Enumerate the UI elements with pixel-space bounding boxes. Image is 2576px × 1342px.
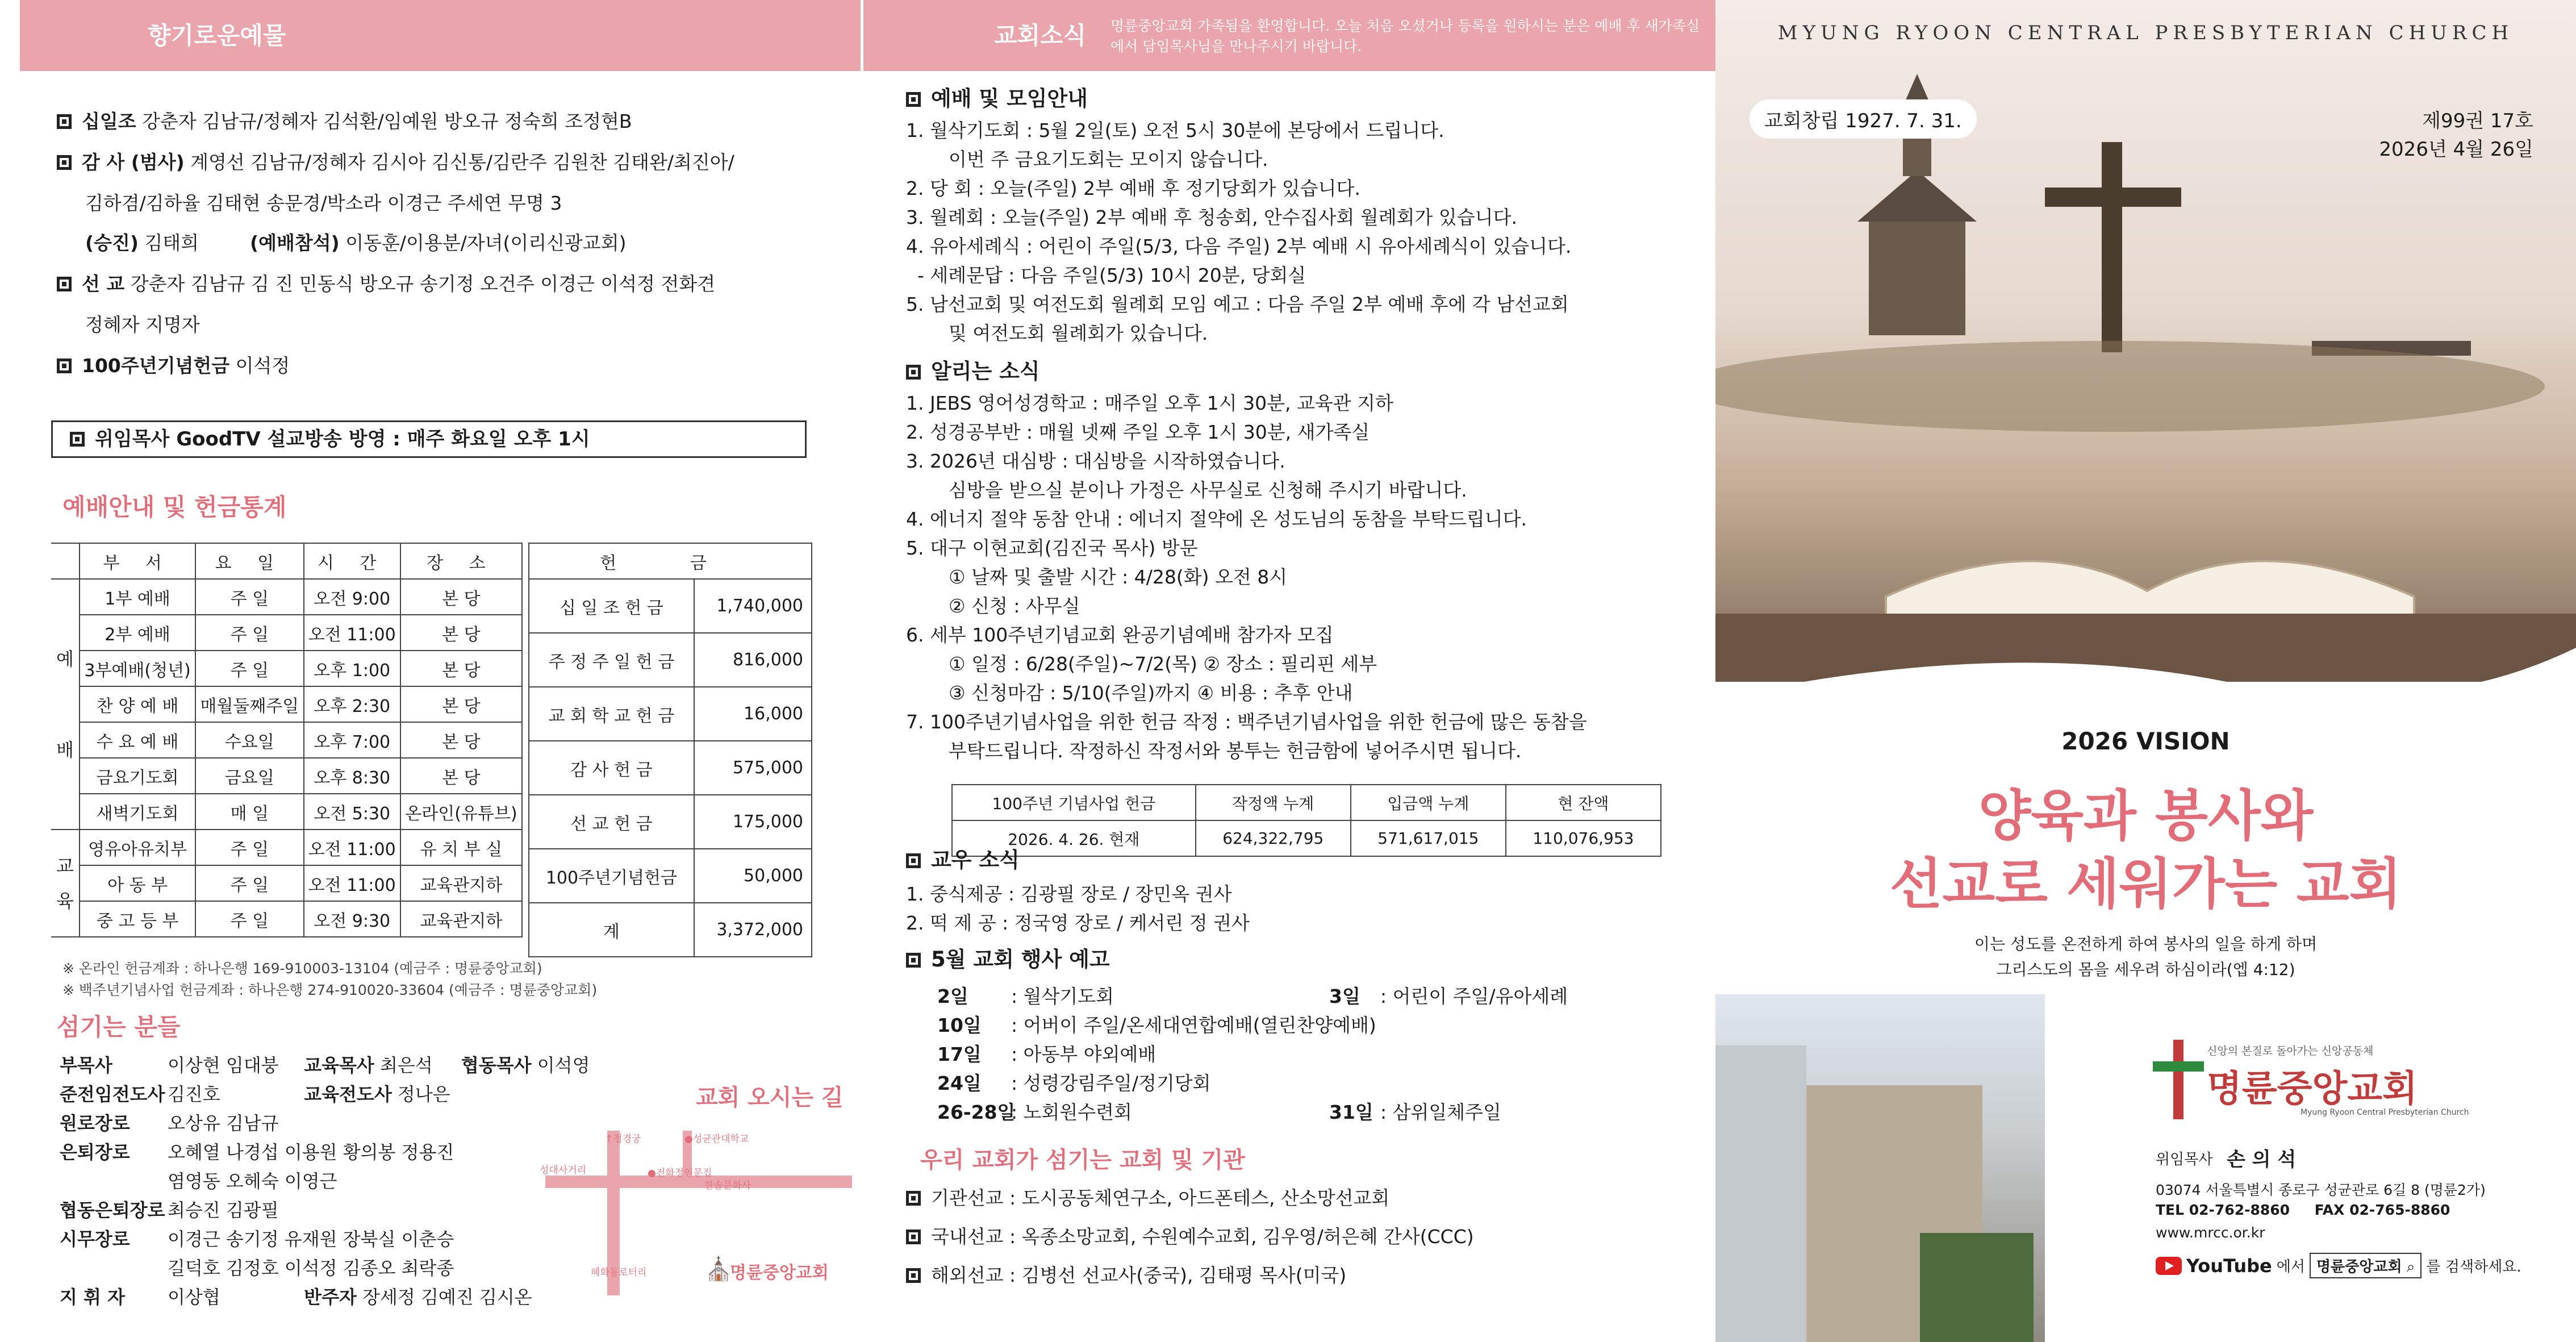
map-label: ●성균관대학교 (684, 1133, 749, 1145)
search-icon: ⌕ (2406, 1258, 2415, 1276)
pastor-name: 손 의 석 (2227, 1148, 2297, 1171)
youtube-play-icon (2156, 1257, 2182, 1275)
fund-th: 작정액 누계 (1196, 785, 1351, 820)
news-item: 3. 2026년 대심방 : 대심방을 시작하였습니다. (906, 450, 1285, 472)
offering-names: 정혜자 지명자 (85, 314, 200, 336)
account-note-1: ※ 온라인 헌금계좌 : 하나은행 169-910003-13104 (예금주 : 명륜중앙교회) (62, 960, 542, 977)
bullet-icon (906, 365, 921, 380)
news-item: ③ 신청마감 : 5/10(주일)까지 ④ 비용 : 추후 안내 (949, 682, 1353, 704)
offering-row (57, 270, 715, 298)
offering-row (85, 311, 200, 339)
cross-logo-icon (2153, 1040, 2204, 1119)
table-row (529, 741, 812, 795)
news-item: 4. 유아세례식 : 어린이 주일(5/3, 다음 주일) 2부 예배 시 유아세례식이 있습니다. (906, 235, 1572, 257)
bullet-icon (906, 1268, 921, 1283)
news-item: 5. 남선교회 및 여전도회 월례회 모임 예고 : 다음 주일 2부 예배 후에 각 남선교회 (906, 293, 1569, 315)
news-item: 부탁드립니다. 작정하신 작정서와 봉투는 헌금함에 넣어주시면 됩니다. (949, 740, 1522, 762)
side-col-head (51, 543, 80, 579)
table-cell: 주 일 (195, 651, 303, 686)
section-title: 예배 및 모임안내 (906, 85, 1088, 112)
table-cell: 오전 11:00 (304, 830, 400, 865)
offering-row (57, 108, 632, 135)
table-cell: 1,740,000 (694, 579, 812, 633)
staff-names: 오상유 김남규 (168, 1112, 279, 1134)
table-cell: 본 당 (400, 651, 522, 686)
table-cell: 2부 예배 (80, 615, 195, 651)
issue-date: 2026년 4월 26일 (2379, 138, 2533, 161)
fund-table (951, 784, 1661, 857)
table-cell: 주 정 주 일 헌 금 (529, 633, 694, 687)
table-row (51, 686, 522, 722)
event-row: 10일 : 어버이 주일/온세대연합예배(열린찬양예배) (937, 1014, 1376, 1036)
bullet-icon (57, 359, 72, 373)
news-header-bar (863, 0, 1715, 71)
map-label: 명륜중앙교회 (730, 1263, 829, 1283)
table-row (51, 794, 522, 830)
verse-line-2: 그리스도의 몸을 세우려 하심이라(엡 4:12) (1996, 960, 2295, 979)
staff-row (60, 1196, 281, 1225)
table-cell: 3부예배(청년) (80, 651, 195, 686)
fund-th: 현 잔액 (1506, 785, 1661, 820)
church-english-name: MYUNG RYOON CENTRAL PRESBYTERIAN CHURCH (1777, 22, 2514, 44)
table-cell: 금요일 (195, 758, 303, 794)
offering-label: 십일조 (82, 110, 136, 132)
table-row (51, 758, 522, 794)
table-cell: 주 일 (195, 865, 303, 901)
staff-row (60, 1109, 281, 1138)
table-cell: 주 일 (195, 615, 303, 651)
goodtv-text: 위임목사 GoodTV 설교방송 방영 : 매주 화요일 오후 1시 (95, 428, 590, 451)
offering-table (528, 543, 812, 957)
logo-english: Myung Ryoon Central Presbyterian Church (2301, 1108, 2469, 1117)
staff-role: 은퇴장로 (60, 1141, 130, 1163)
mission-item: 기관선교 : 도시공동체연구소, 아드폰테스, 산소망선교회 (906, 1185, 1389, 1212)
offering-label: (예배참석) (250, 232, 340, 254)
side-label: 교 육 (51, 830, 80, 937)
table-row (51, 722, 522, 758)
website: www.mrcc.or.kr (2156, 1224, 2265, 1241)
staff-role: 원로장로 (60, 1112, 130, 1134)
news-item: ① 날짜 및 출발 시간 : 4/28(화) 오전 8시 (949, 566, 1288, 588)
table-row (51, 865, 522, 901)
staff-role: 시무장로 (60, 1228, 130, 1250)
staff-row (60, 1225, 454, 1254)
staff-names: 이경근 송기정 유재원 장북실 이춘승 (168, 1228, 454, 1250)
staff-row (60, 1051, 590, 1080)
mission-title: 우리 교회가 섬기는 교회 및 기관 (920, 1147, 1245, 1173)
news-item: ① 일정 : 6/28(주일)~7/2(목) ② 장소 : 필리핀 세부 (949, 653, 1377, 675)
offering-row (57, 149, 734, 176)
th-time: 시 간 (304, 543, 400, 579)
offering-names: 김태희 (144, 232, 199, 254)
news-item: 7. 100주년기념사업을 위한 헌금 작정 : 백주년기념사업을 위한 헌금에 많은 동참을 (906, 711, 1587, 733)
offering-header-bar (20, 0, 861, 71)
fund-td: 2026. 4. 26. 현재 (952, 820, 1196, 856)
news-item: 4. 에너지 절약 동참 안내 : 에너지 절약에 온 성도님의 동참을 부탁드립니다. (906, 508, 1527, 530)
bullet-icon (906, 1191, 921, 1206)
mission-item: 해외선교 : 김병선 선교사(중국), 김태평 목사(미국) (906, 1262, 1346, 1289)
table-cell: 교육관지하 (400, 865, 522, 901)
staff-role: 부목사 (60, 1055, 112, 1076)
table-row (51, 651, 522, 686)
bullet-icon (906, 92, 921, 107)
church-icon: ⛪ (704, 1256, 733, 1282)
table-cell: 16,000 (694, 687, 812, 741)
news-item: 5. 대구 이현교회(김진국 목사) 방문 (906, 537, 1198, 559)
offering-names: 이석정 (235, 355, 290, 377)
staff-names: 장세정 김예진 김시온 (362, 1286, 532, 1308)
table-row (51, 579, 522, 615)
table-cell: 오후 1:00 (304, 651, 400, 686)
cover-panel (1715, 0, 2576, 1342)
news-item: 이번 주 금요기도회는 모이지 않습니다. (949, 148, 1268, 170)
staff-names: 정나은 (397, 1083, 450, 1105)
table-cell: 찬 양 예 배 (80, 686, 195, 722)
fund-td: 110,076,953 (1506, 820, 1661, 856)
account-note-2: ※ 백주년기념사업 헌금계좌 : 하나은행 274-910020-33604 (예금주 : 명륜중앙교회) (62, 982, 598, 998)
staff-names: 이상협 (168, 1286, 220, 1308)
table-cell: 주 일 (195, 901, 303, 937)
table-cell: 본 당 (400, 579, 522, 615)
table-row (51, 830, 522, 865)
table-cell: 오전 11:00 (304, 615, 400, 651)
bullet-icon (57, 277, 72, 291)
map-label: ↑정경궁 (605, 1133, 641, 1145)
offering-panel (0, 0, 863, 1342)
staff-names: 길덕호 김정호 이석정 김종오 최락종 (168, 1257, 454, 1279)
youtube-line (2156, 1253, 2521, 1278)
offering-header-title: 향기로운예물 (148, 22, 286, 49)
staff-names: 이석영 (537, 1055, 590, 1076)
offering-names: 이동훈/이용분/자녀(이리신광교회) (345, 232, 627, 254)
news-item: 2. 성경공부반 : 매월 넷째 주일 오후 1시 30분, 새가족실 (906, 421, 1370, 443)
table-cell: 금요기도회 (80, 758, 195, 794)
table-cell: 오후 7:00 (304, 722, 400, 758)
offering-label: (승진) (85, 232, 139, 254)
bullet-icon (57, 155, 72, 170)
staff-row (60, 1283, 532, 1312)
news-panel (863, 0, 1715, 1342)
table-cell: 영유아유치부 (80, 830, 195, 865)
table-cell: 계 (529, 903, 694, 957)
staff-row (60, 1138, 454, 1167)
table-row (529, 795, 812, 849)
logo (2153, 1040, 2505, 1125)
logo-tagline: 신앙의 본질로 돌아가는 신앙공동체 (2207, 1045, 2374, 1057)
news-item: 및 여전도회 월례회가 있습니다. (949, 322, 1208, 344)
youtube-search-term: 명륜중앙교회 (2316, 1258, 2402, 1276)
table-cell: 오전 5:30 (304, 794, 400, 830)
worship-title: 예배안내 및 헌금통계 (62, 493, 287, 521)
th-offering: 헌 금 (529, 543, 812, 579)
table-cell: 온라인(유튜브) (400, 794, 522, 830)
staff-names: 이상현 임대붕 (168, 1055, 279, 1076)
staff-title: 섬기는 분들 (57, 1013, 181, 1041)
th-day: 요 일 (195, 543, 303, 579)
table-cell: 선 교 헌 금 (529, 795, 694, 849)
youtube-wordmark: YouTube (2186, 1255, 2272, 1277)
fund-th: 100주년 기념사업 헌금 (952, 785, 1196, 820)
staff-names: 오혜열 나경섭 이용원 황의봉 정용진 (168, 1141, 454, 1163)
map-label: 혜화동로터리 (591, 1267, 647, 1278)
youtube-text: 에서 (2276, 1258, 2305, 1276)
fund-th: 입금액 누계 (1351, 785, 1506, 820)
staff-row (60, 1167, 337, 1196)
offering-row (85, 230, 199, 257)
table-cell: 십 일 조 헌 금 (529, 579, 694, 633)
table-cell: 주 일 (195, 830, 303, 865)
staff-role: 교육전도사 (304, 1083, 392, 1105)
bullet-icon (57, 114, 72, 129)
news-item: 1. 중식제공 : 김광필 장로 / 장민옥 권사 (906, 883, 1232, 905)
phone-fax: TEL 02-762-8860 FAX 02-765-8860 (2156, 1202, 2450, 1218)
offering-names: 강춘자 김남규 김 진 민동식 방오규 송기정 오건주 이경근 이석정 전화견 (130, 273, 716, 295)
tree-shape (1920, 1233, 2034, 1342)
news-item: 심방을 받으실 분이나 가정은 사무실로 신청해 주시기 바랍니다. (949, 479, 1467, 501)
event-row: 24일 : 성령강림주일/정기당회 (937, 1072, 1211, 1094)
table-cell: 새벽기도회 (80, 794, 195, 830)
building-side (1715, 1045, 1806, 1342)
event-row: 2일 : 월삭기도회 3일 : 어린이 주일/유아세례 (937, 985, 1568, 1007)
map-title: 교회 오시는 길 (696, 1085, 844, 1111)
table-cell: 175,000 (694, 795, 812, 849)
verse-line-1: 이는 성도를 온전하게 하여 봉사의 일을 하게 하며 (1974, 935, 2318, 953)
table-cell: 1부 예배 (80, 579, 195, 615)
news-item: ② 신청 : 사무실 (949, 595, 1080, 617)
address: 03074 서울특별시 종로구 성균관로 6길 8 (명륜2가) (2156, 1182, 2486, 1198)
table-cell: 교육관지하 (400, 901, 522, 937)
news-item: 1. JEBS 영어성경학교 : 매주일 오후 1시 30분, 교육관 지하 (906, 392, 1393, 414)
offering-label: 감 사 (범사) (82, 151, 185, 173)
table-row (529, 687, 812, 741)
pastor-role: 위임목사 (2156, 1151, 2213, 1168)
goodtv-box (51, 420, 807, 458)
table-cell: 오전 11:00 (304, 865, 400, 901)
table-cell: 수요일 (195, 722, 303, 758)
staff-role: 교육목사 (304, 1055, 374, 1076)
staff-names: 염영동 오헤숙 이영근 (168, 1170, 337, 1192)
table-cell: 감 사 헌 금 (529, 741, 694, 795)
news-item: - 세례문답 : 다음 주일(5/3) 10시 20분, 당회실 (917, 264, 1306, 286)
table-cell: 본 당 (400, 615, 522, 651)
table-cell: 오후 2:30 (304, 686, 400, 722)
staff-role: 협동목사 (461, 1055, 532, 1076)
news-header-subtitle: 명륜중앙교회 가족됨을 환영합니다. 오늘 처음 오셨거나 등록을 원하시는 분은 예배 후 새가족실에서 담임목사님을 만나주시기 바랍니다. (1110, 18, 1700, 55)
bullet-icon (906, 1230, 921, 1244)
event-row: 17일 : 아동부 야외예배 (937, 1043, 1157, 1065)
staff-role: 반주자 (304, 1286, 357, 1308)
table-cell: 매 일 (195, 794, 303, 830)
youtube-search-box (2310, 1253, 2422, 1278)
section-title: 5월 교회 행사 예고 (906, 946, 1110, 974)
table-row (51, 615, 522, 651)
table-cell: 본 당 (400, 686, 522, 722)
news-item: 6. 세부 100주년기념교회 완공기념예배 참가자 모집 (906, 624, 1334, 646)
table-cell: 50,000 (694, 849, 812, 903)
table-cell: 575,000 (694, 741, 812, 795)
map-label: ●전화정인문집 (648, 1168, 712, 1179)
youtube-text-end: 를 검색하세요. (2426, 1258, 2521, 1276)
offering-names: 강춘자 김남규/정혜자 김석환/임예원 방오규 정숙희 조정현B (142, 110, 632, 132)
table-cell: 오전 9:00 (304, 579, 400, 615)
table-cell: 816,000 (694, 633, 812, 687)
th-dept: 부 서 (80, 543, 195, 579)
cover-image (1715, 0, 2576, 682)
church-building-photo (1715, 994, 2045, 1342)
section-title: 알리는 소식 (906, 358, 1040, 385)
table-cell: 아 동 부 (80, 865, 195, 901)
section-title: 교우 소식 (906, 847, 1020, 874)
table-cell: 3,372,000 (694, 903, 812, 957)
offering-row (250, 230, 626, 257)
offering-names: 김하겸/김하율 김태현 송문경/박소라 이경근 주세연 무명 3 (85, 192, 562, 214)
slogan-line-1: 양육과 봉사와 (1978, 784, 2314, 848)
staff-role: 준전임전도사 (60, 1083, 165, 1105)
map-label: 한솔문화사 (704, 1180, 751, 1191)
map (534, 1068, 852, 1295)
worship-table (51, 543, 523, 937)
news-header-title: 교회소식 (994, 22, 1087, 49)
founded-badge: 교회창립 1927. 7. 31. (1750, 99, 1977, 139)
table-cell: 주 일 (195, 579, 303, 615)
vision-label: 2026 VISION (2061, 727, 2230, 755)
table-cell: 본 당 (400, 722, 522, 758)
staff-role: 협동은퇴장로 (60, 1199, 165, 1221)
bullet-icon (70, 432, 85, 447)
table-cell: 교 회 학 교 헌 금 (529, 687, 694, 741)
staff-names: 최승진 김광필 (168, 1199, 279, 1221)
table-cell: 100주년기념헌금 (529, 849, 694, 903)
table-cell: 유 치 부 실 (400, 830, 522, 865)
logo-name: 명륜중앙교회 (2207, 1068, 2418, 1110)
fund-td: 624,322,795 (1196, 820, 1351, 856)
news-item: 2. 당 회 : 오늘(주일) 2부 예배 후 정기당회가 있습니다. (906, 177, 1360, 199)
slogan-line-2: 선교로 세워가는 교회 (1889, 852, 2402, 916)
offering-names: 계영선 김남규/정혜자 김시아 김신통/김란주 김원찬 김태완/최진아/ (190, 151, 734, 173)
offering-row (57, 352, 290, 380)
offering-label: 선 교 (82, 273, 125, 295)
table-cell: 오전 9:30 (304, 901, 400, 937)
map-label: 성대사거리 (540, 1165, 587, 1176)
table-cell: 오후 8:30 (304, 758, 400, 794)
table-row (529, 849, 812, 903)
fund-td: 571,617,015 (1351, 820, 1506, 856)
staff-row (60, 1254, 454, 1283)
table-cell: 매월둘째주일 (195, 686, 303, 722)
table-cell: 본 당 (400, 758, 522, 794)
staff-row (60, 1080, 450, 1109)
table-cell: 중 고 등 부 (80, 901, 195, 937)
side-label: 예 배 (51, 579, 80, 830)
mission-item: 국내선교 : 옥종소망교회, 수원예수교회, 김우영/허은혜 간사(CCC) (906, 1223, 1474, 1251)
news-item: 1. 월삭기도회 : 5월 2일(토) 오전 5시 30분에 본당에서 드립니다. (906, 119, 1444, 141)
th-place: 장 소 (400, 543, 522, 579)
news-item: 3. 월례회 : 오늘(주일) 2부 예배 후 청송회, 안수집사회 월례회가 있습니다. (906, 206, 1517, 228)
staff-names: 김진호 (168, 1083, 220, 1105)
table-row (51, 901, 522, 937)
bullet-icon (906, 953, 921, 968)
bullet-icon (906, 853, 921, 868)
offering-row (85, 190, 562, 217)
table-row (529, 579, 812, 633)
volume: 제99권 17호 (2422, 110, 2533, 132)
news-item: 2. 떡 제 공 : 정국영 장로 / 케서린 정 권사 (906, 912, 1250, 934)
staff-role: 지 휘 자 (60, 1286, 126, 1308)
offering-label: 100주년기념헌금 (82, 355, 230, 377)
table-row (529, 633, 812, 687)
table-cell: 수 요 예 배 (80, 722, 195, 758)
table-row (529, 903, 812, 957)
event-row: 26-28일: 노회원수련회 31일 : 삼위일체주일 (937, 1101, 1501, 1123)
staff-names: 최은석 (380, 1055, 433, 1076)
